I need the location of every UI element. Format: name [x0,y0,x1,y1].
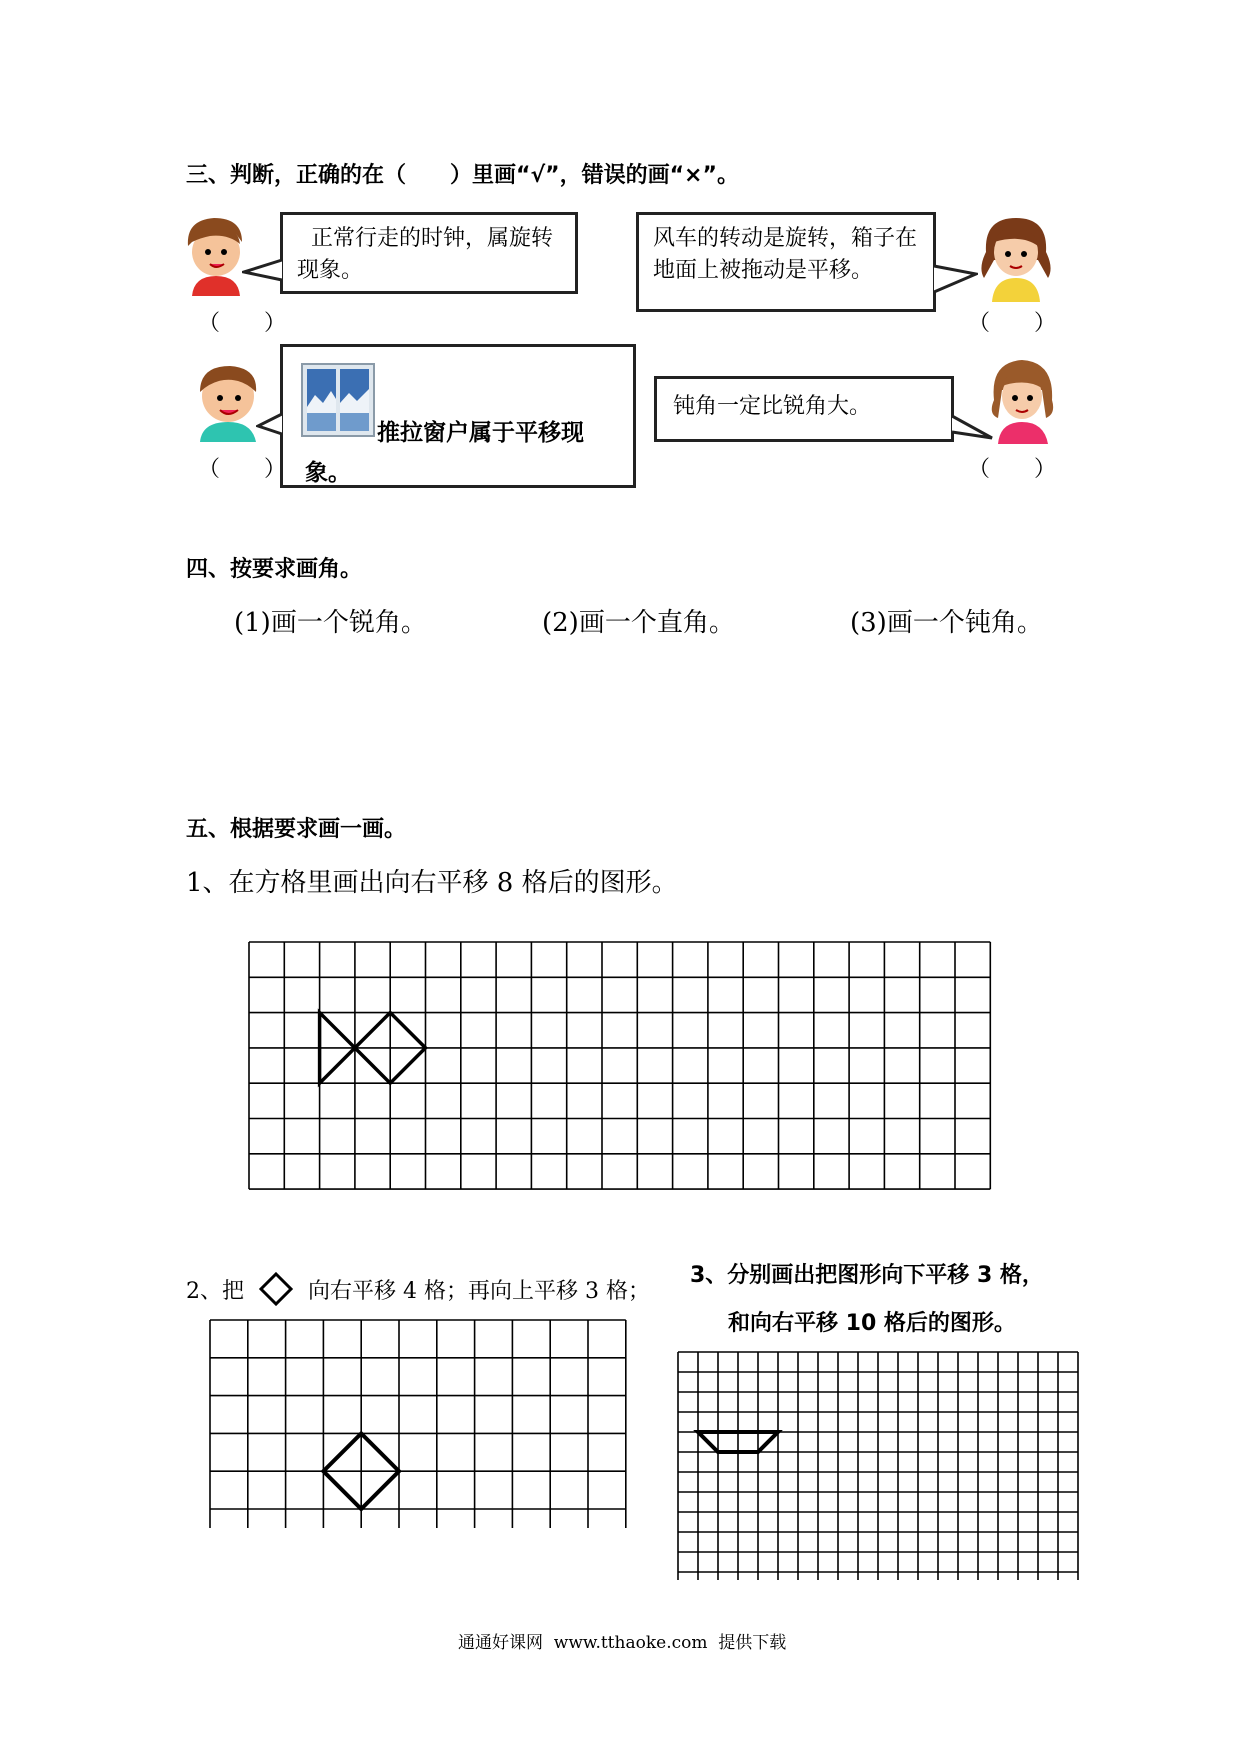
statement3-answer[interactable]: （ ） [198,457,287,482]
statement4-text: 钝角一定比锐角大。 [673,394,872,419]
task2-suffix: 向右平移 4 格；再向上平移 3 格； [308,1279,650,1304]
bubble2-tail [932,262,978,298]
statement1-bubble [280,212,578,294]
task2-prefix: 2、把 [186,1279,244,1304]
section5-title: 五、根据要求画一画。 [186,817,407,842]
statement3-bubble [280,344,636,488]
bubble3-tail [256,412,284,438]
girl-avatar-icon [986,354,1058,444]
task3-line2: 和向右平移 10 格后的图形。 [728,1311,1016,1336]
grid-task3[interactable] [676,1350,1086,1580]
statement1-text: 正常行走的时钟，属旋转现象。 [297,226,554,283]
statement4-bubble [654,376,954,442]
task3-line1: 3、分别画出把图形向下平移 3 格， [690,1263,1044,1288]
angle-task-1: (1)画一个锐角。 [234,608,427,638]
bubble1-tail [242,258,284,286]
statement2-text: 风车的转动是旋转，箱子在地面上被拖动是平移。 [653,226,918,283]
statement2-bubble [636,212,936,312]
task2-instruction [186,1272,650,1306]
girl-avatar-icon [976,212,1056,302]
footer-text: 通通好课网 www.tthaoke.com 提供下载 [458,1633,787,1653]
grid-task2[interactable] [208,1318,634,1528]
boy-avatar-icon [190,358,264,442]
task1-text: 1、在方格里画出向右平移 8 格后的图形。 [186,868,678,898]
statement2-answer[interactable]: （ ） [968,311,1057,336]
angle-task-3: (3)画一个钝角。 [850,608,1043,638]
statement4-answer[interactable]: （ ） [968,457,1057,482]
section3-title: 三、判断，正确的在（ ）里画“√”，错误的画“×”。 [186,163,739,188]
statement3-text: 推拉窗户属于平移现象。 [305,420,584,486]
diamond-shape-icon [259,1272,293,1306]
angle-task-2: (2)画一个直角。 [542,608,735,638]
grid-task1[interactable] [247,940,993,1190]
statement1-answer[interactable]: （ ） [198,311,287,336]
section4-title: 四、按要求画角。 [186,557,363,582]
